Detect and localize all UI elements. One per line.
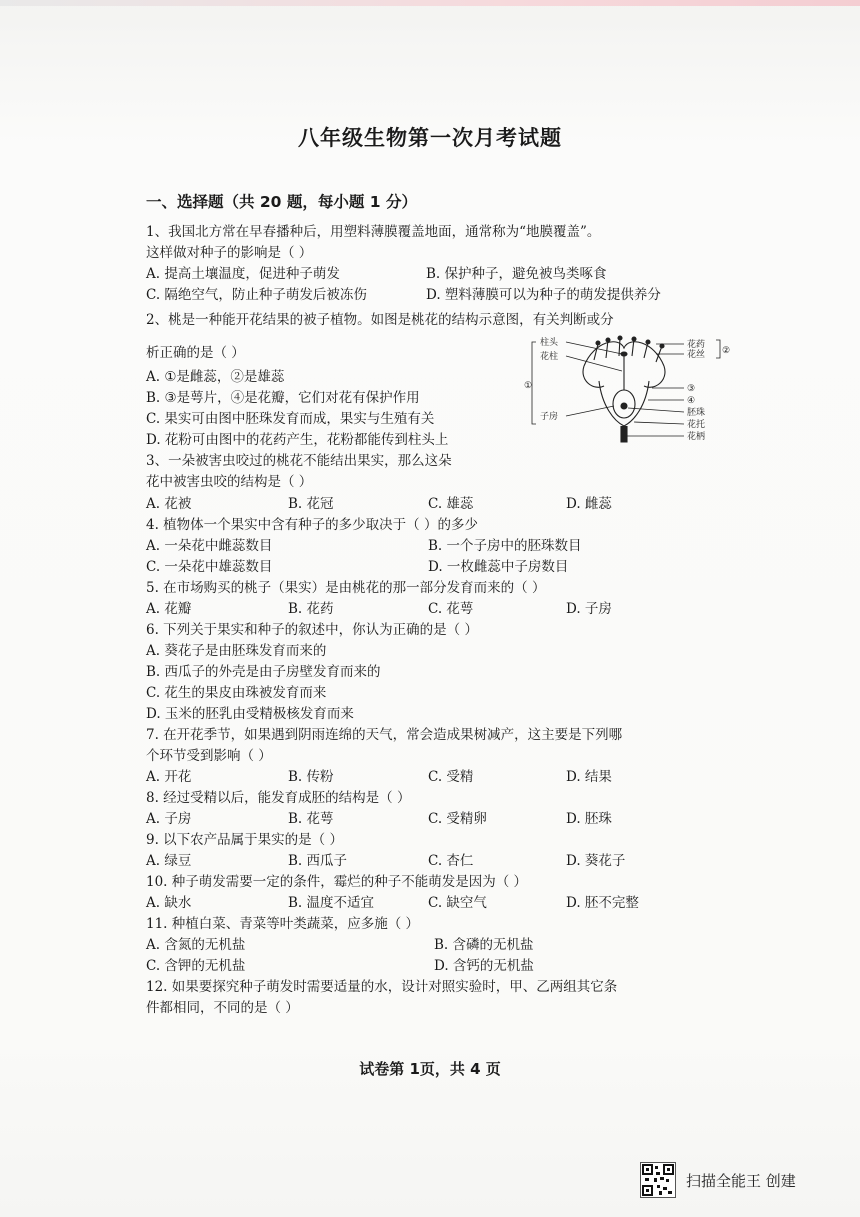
page-title: 八年级生物第一次月考试题 (298, 126, 562, 150)
q4-option-a: A. 一朵花中雌蕊数目 (146, 538, 273, 554)
label-huasi: 花丝 (687, 350, 706, 360)
q3-option-d: D. 雌蕊 (566, 496, 612, 512)
label-num-4: ④ (687, 396, 696, 406)
q1-option-c: C. 隔绝空气，防止种子萌发后被冻伤 (146, 287, 367, 303)
watermark-text: 扫描全能王 创建 (686, 1171, 796, 1190)
section-heading: 一、选择题（共 20 题，每小题 1 分） (146, 193, 417, 211)
q2-stem-line2: 析正确的是（ ） (146, 345, 245, 361)
label-huabing: 花柄 (687, 432, 706, 442)
q9-option-b: B. 西瓜子 (288, 853, 348, 869)
q3-option-a: A. 花被 (146, 496, 192, 512)
q6-option-d: D. 玉米的胚乳由受精极核发育而来 (146, 706, 354, 722)
q11-option-a: A. 含氮的无机盐 (146, 937, 246, 953)
q4-stem: 4. 植物体一个果实中含有种子的多少取决于（ ）的多少 (146, 517, 478, 533)
q2-option-d: D. 花粉可由图中的花药产生，花粉都能传到柱头上 (146, 432, 449, 448)
scan-edge (0, 0, 860, 6)
q1-stem-line2: 这样做对种子的影响是（ ） (146, 245, 313, 261)
q3-stem-line1: 3、一朵被害虫咬过的桃花不能结出果实，那么这朵 (146, 453, 452, 469)
q1-option-a: A. 提高土壤温度，促进种子萌发 (146, 266, 340, 282)
q11-stem: 11. 种植白菜、青菜等叶类蔬菜，应多施（ ） (146, 916, 420, 932)
q1-option-b: B. 保护种子，避免被鸟类啄食 (426, 266, 607, 282)
q10-option-d: D. 胚不完整 (566, 895, 639, 911)
q7-option-a: A. 开花 (146, 769, 192, 785)
q10-stem: 10. 种子萌发需要一定的条件，霉烂的种子不能萌发是因为（ ） (146, 874, 528, 890)
q9-option-c: C. 杏仁 (428, 853, 474, 869)
q5-stem: 5. 在市场购买的桃子（果实）是由桃花的那一部分发育而来的（ ） (146, 580, 546, 596)
flower-drawing (583, 336, 665, 442)
q1-option-d: D. 塑料薄膜可以为种子的萌发提供养分 (426, 287, 661, 303)
q3-option-b: B. 花冠 (288, 496, 334, 512)
q7-option-b: B. 传粉 (288, 769, 334, 785)
q2-stem-line1: 2、桃是一种能开花结果的被子植物。如图是桃花的结构示意图，有关判断或分 (146, 312, 614, 328)
label-huayao: 花药 (687, 340, 706, 350)
q9-option-d: D. 葵花子 (566, 853, 626, 869)
q8-option-c: C. 受精卵 (428, 811, 487, 827)
label-num-2: ② (722, 346, 731, 356)
label-peizhu: 胚珠 (687, 408, 706, 418)
q5-option-b: B. 花药 (288, 601, 334, 617)
label-num-1: ① (524, 381, 533, 391)
q8-option-d: D. 胚珠 (566, 811, 612, 827)
q5-option-d: D. 子房 (566, 601, 612, 617)
q8-option-b: B. 花萼 (288, 811, 334, 827)
q6-option-b: B. 西瓜子的外壳是由子房壁发育而来的 (146, 664, 381, 680)
peach-flower-diagram (524, 336, 731, 446)
q10-option-b: B. 温度不适宜 (288, 895, 375, 911)
q8-stem: 8. 经过受精以后，能发育成胚的结构是（ ） (146, 790, 411, 806)
q6-option-c: C. 花生的果皮由珠被发育而来 (146, 685, 327, 701)
q10-option-a: A. 缺水 (146, 895, 192, 911)
label-num-3: ③ (687, 384, 696, 394)
q9-option-a: A. 绿豆 (146, 853, 192, 869)
q4-option-b: B. 一个子房中的胚珠数目 (428, 538, 582, 554)
q7-stem-line2: 个环节受到影响（ ） (146, 748, 272, 764)
q6-option-a: A. 葵花子是由胚珠发育而来的 (146, 643, 327, 659)
q12-stem-line1: 12. 如果要探究种子萌发时需要适量的水，设计对照实验时，甲、乙两组其它条 (146, 979, 618, 995)
q12-stem-line2: 件都相同，不同的是（ ） (146, 1000, 299, 1016)
q7-stem-line1: 7. 在开花季节，如果遇到阴雨连绵的天气，常会造成果树减产，这主要是下列哪 (146, 727, 623, 743)
scanner-watermark (640, 1160, 796, 1200)
q2-option-b: B. ③是萼片，④是花瓣，它们对花有保护作用 (146, 390, 420, 406)
q11-option-d: D. 含钙的无机盐 (434, 958, 534, 974)
label-zifang: 子房 (540, 412, 559, 422)
q3-stem-line2: 花中被害虫咬的结构是（ ） (146, 474, 313, 490)
q5-option-c: C. 花萼 (428, 601, 474, 617)
label-huatuo: 花托 (687, 420, 706, 430)
q7-option-c: C. 受精 (428, 769, 474, 785)
qr-code-icon (640, 1162, 676, 1198)
q5-option-a: A. 花瓣 (146, 601, 192, 617)
q4-option-d: D. 一枚雌蕊中子房数目 (428, 559, 569, 575)
q8-option-a: A. 子房 (146, 811, 192, 827)
q1-stem-line1: 1、我国北方常在早春播种后，用塑料薄膜覆盖地面，通常称为“地膜覆盖”。 (146, 224, 601, 240)
label-zhutou: 柱头 (540, 338, 559, 348)
q10-option-c: C. 缺空气 (428, 895, 487, 911)
q2-option-a: A. ①是雌蕊，②是雄蕊 (146, 369, 285, 385)
q7-option-d: D. 结果 (566, 769, 612, 785)
q11-option-c: C. 含钾的无机盐 (146, 958, 246, 974)
page-footer: 试卷第 1页，共 4 页 (359, 1060, 501, 1078)
q11-option-b: B. 含磷的无机盐 (434, 937, 534, 953)
q2-option-c: C. 果实可由图中胚珠发育而成，果实与生殖有关 (146, 411, 435, 427)
q3-option-c: C. 雄蕊 (428, 496, 474, 512)
label-huazhu: 花柱 (540, 352, 559, 362)
q6-stem: 6. 下列关于果实和种子的叙述中，你认为正确的是（ ） (146, 622, 478, 638)
q9-stem: 9. 以下农产品属于果实的是（ ） (146, 832, 343, 848)
q4-option-c: C. 一朵花中雄蕊数目 (146, 559, 273, 575)
